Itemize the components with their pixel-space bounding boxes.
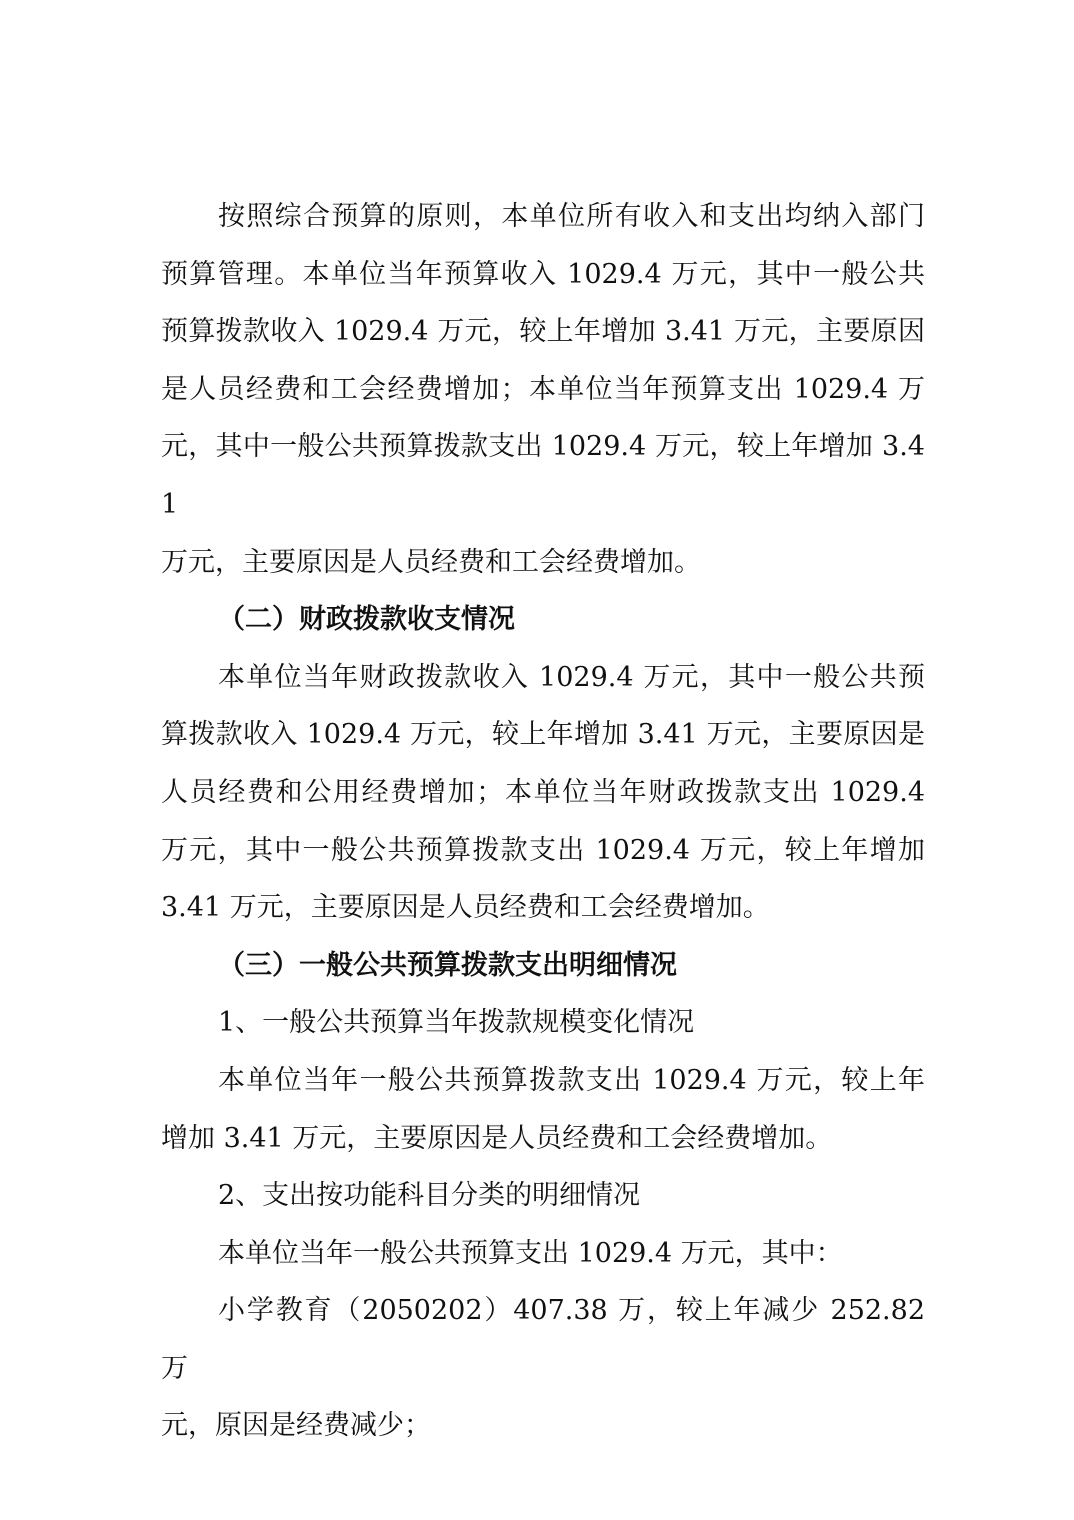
- text-line: 本单位当年一般公共预算拨款支出 1029.4 万元，较上年: [218, 1064, 925, 1096]
- paragraph-total-expenditure: 本单位当年一般公共预算支出 1029.4 万元，其中：: [218, 1237, 843, 1269]
- text-line: 万元，其中一般公共预算拨款支出 1029.4 万元，较上年增加: [161, 834, 925, 866]
- paragraph-primary-education: [161, 1282, 925, 1455]
- subsection-title-functional-classification: 2、支出按功能科目分类的明细情况: [218, 1180, 641, 1212]
- text-line: 是人员经费和工会经费增加；本单位当年预算支出 1029.4 万: [161, 373, 925, 405]
- text-line: 按照综合预算的原则，本单位所有收入和支出均纳入部门: [218, 201, 925, 232]
- text-line: 小学教育（2050202）407.38 万，较上年减少 252.82 万: [161, 1295, 925, 1384]
- text-line: 预算管理。本单位当年预算收入 1029.4 万元，其中一般公共: [161, 258, 925, 290]
- text-line: 万元，主要原因是人员经费和工会经费增加。: [161, 546, 701, 578]
- text-line: 算拨款收入 1029.4 万元，较上年增加 3.41 万元，主要原因是: [161, 719, 925, 751]
- subsection-title-scale-change: 1、一般公共预算当年拨款规模变化情况: [218, 1007, 695, 1039]
- text-line: 元，其中一般公共预算拨款支出 1029.4 万元，较上年增加 3.41: [161, 431, 925, 520]
- section-heading-fiscal-appropriation: （二）财政拨款收支情况: [218, 604, 515, 636]
- paragraph-fiscal-appropriation: [161, 649, 925, 937]
- text-line: 预算拨款收入 1029.4 万元，较上年增加 3.41 万元，主要原因: [161, 316, 925, 348]
- paragraph-scale-change: [161, 1052, 925, 1167]
- text-line: 3.41 万元，主要原因是人员经费和工会经费增加。: [161, 892, 770, 924]
- document-page: [161, 188, 925, 1455]
- text-line: 人员经费和公用经费增加；本单位当年财政拨款支出 1029.4: [161, 776, 925, 808]
- section-heading-general-public-budget: （三）一般公共预算拨款支出明细情况: [218, 949, 677, 981]
- text-line: 元，原因是经费减少；: [161, 1410, 431, 1442]
- text-line: 本单位当年财政拨款收入 1029.4 万元，其中一般公共预: [218, 661, 925, 693]
- text-line: 增加 3.41 万元，主要原因是人员经费和工会经费增加。: [161, 1122, 833, 1154]
- paragraph-budget-overview: [161, 188, 925, 591]
